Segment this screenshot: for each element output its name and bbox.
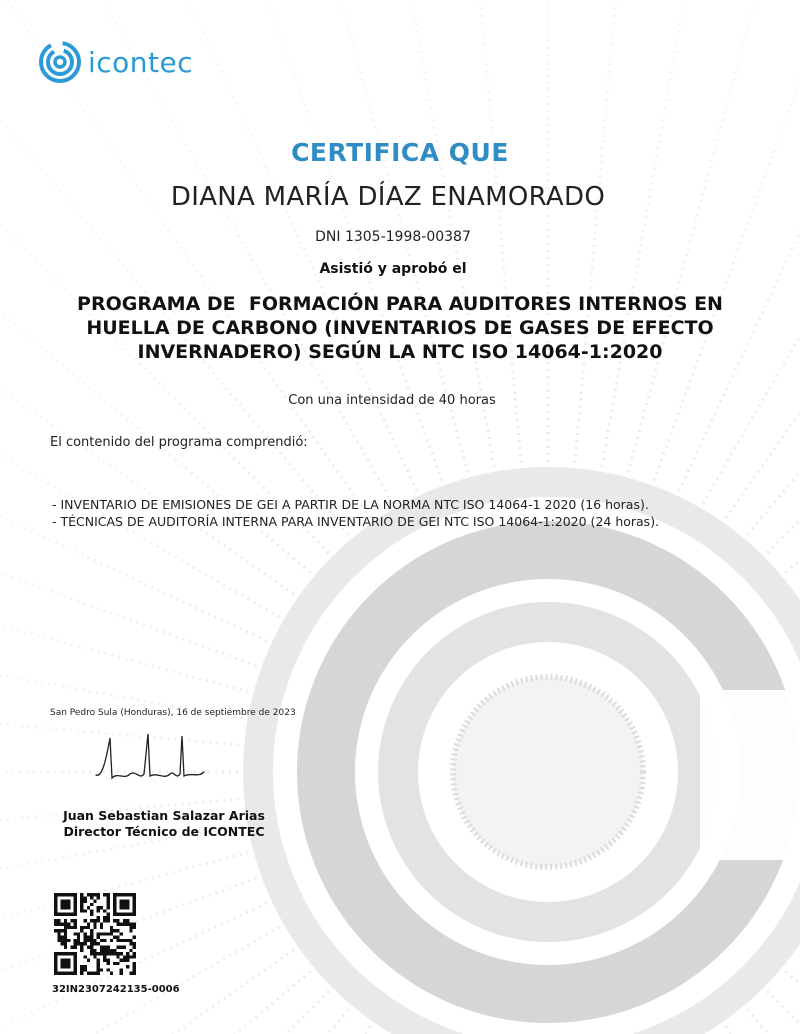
intensity-text: Con una intensidad de 40 horas [288, 393, 496, 408]
signer-block [58, 808, 270, 840]
certificate-code: 32IN2307242135-0006 [52, 984, 180, 995]
certifica-heading: CERTIFICA QUE [291, 138, 509, 167]
signer-title: Director Técnico de ICONTEC [63, 824, 265, 839]
qr-code[interactable] [54, 893, 136, 975]
content-item: - INVENTARIO DE EMISIONES DE GEI A PARTIR DE LA NORMA NTC ISO 14064-1 2020 (16 horas). [52, 497, 649, 512]
place-date: San Pedro Sula (Honduras), 16 de septiembre de 2023 [50, 708, 296, 718]
logo-text: icontec [88, 45, 194, 79]
recipient-name: DIANA MARÍA DÍAZ ENAMORADO [170, 182, 606, 212]
content-item: - TÉCNICAS DE AUDITORÍA INTERNA PARA INVENTARIO DE GEI NTC ISO 14064-1:2020 (24 horas). [52, 514, 660, 529]
recipient-dni: DNI 1305-1998-00387 [315, 229, 471, 245]
program-title-line: INVERNADERO) SEGÚN LA NTC ISO 14064-1:2020 [137, 341, 663, 363]
program-title-line: HUELLA DE CARBONO (INVENTARIOS DE GASES DE EFECTO [86, 317, 714, 339]
icontec-swirl-icon [38, 40, 82, 84]
content-intro: El contenido del programa comprendió: [50, 435, 308, 450]
attended-label: Asistió y aprobó el [319, 261, 467, 277]
program-title [30, 292, 770, 364]
program-title-line: PROGRAMA DE FORMACIÓN PARA AUDITORES INTERNOS EN [77, 293, 723, 315]
signer-name: Juan Sebastian Salazar Arias [63, 808, 265, 823]
signature [88, 730, 208, 790]
icontec-logo [38, 40, 193, 84]
content-list [52, 496, 659, 530]
